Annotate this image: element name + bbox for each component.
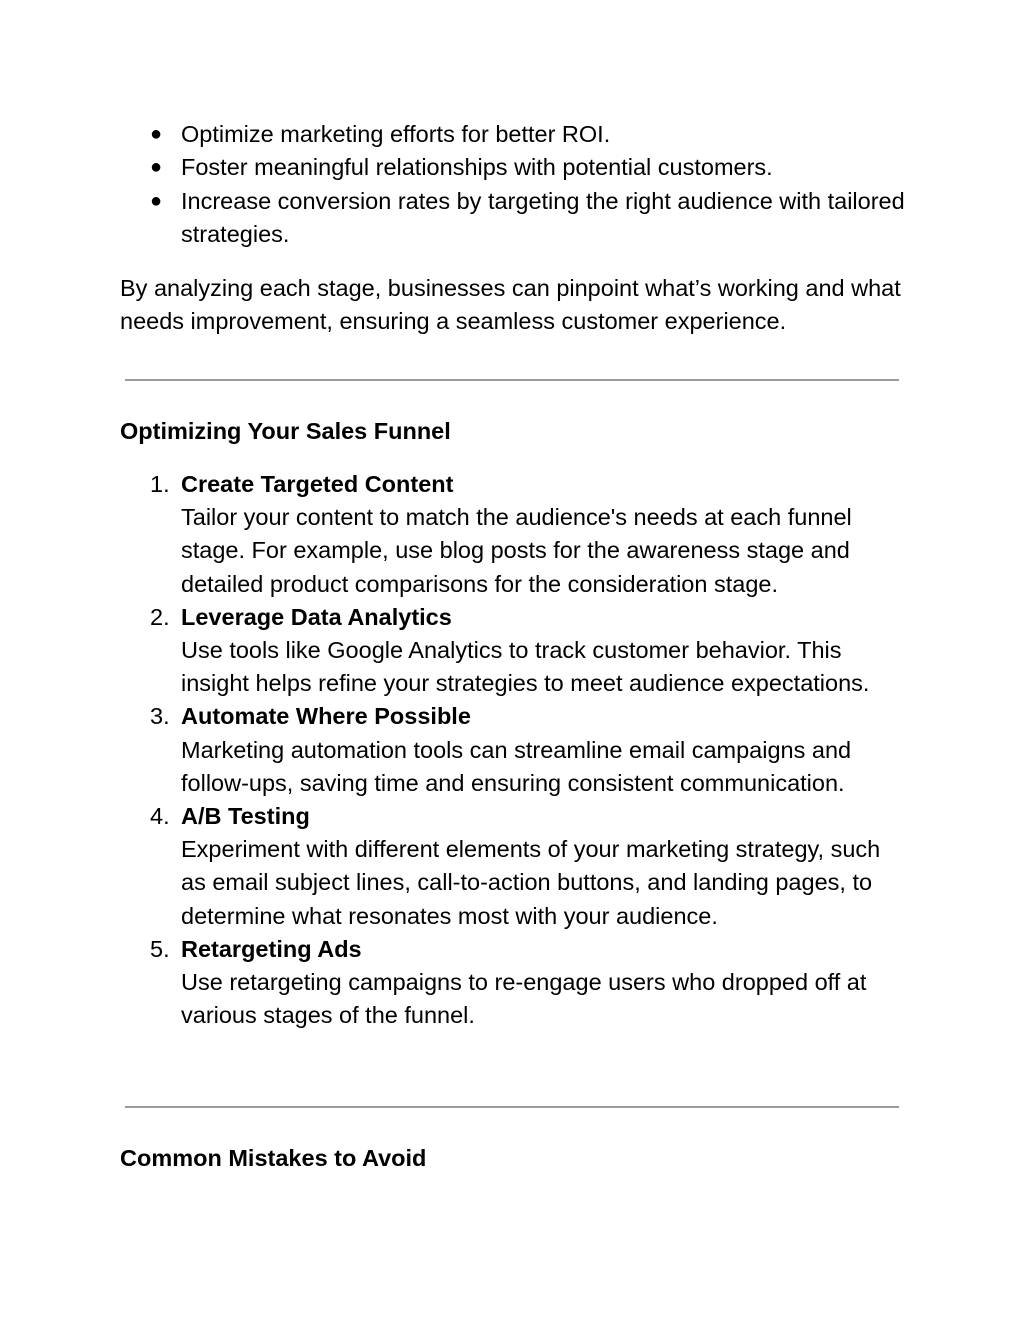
step-title: Leverage Data Analytics: [181, 603, 452, 630]
step-title: Automate Where Possible: [181, 703, 471, 730]
step-description: Use tools like Google Analytics to track customer behavior. This insight helps refine your strategies to meet audience expectations.: [181, 637, 870, 697]
step-title: Create Targeted Content: [181, 471, 454, 497]
section-heading-optimizing: Optimizing Your Sales Funnel: [120, 418, 451, 444]
step-description: Use retargeting campaigns to re-engage users who dropped off at various stages of the funnel.: [181, 969, 867, 1029]
step-item: [120, 800, 910, 933]
step-title: Retargeting Ads: [181, 935, 362, 962]
step-description: Marketing automation tools can streamline email campaigns and follow-ups, saving time and ensuring consistent communication.: [181, 736, 852, 796]
bullet-item: [120, 151, 910, 184]
section-divider: [125, 379, 899, 381]
bullet-item: [120, 185, 910, 252]
analysis-paragraph: By analyzing each stage, businesses can pinpoint what’s working and what needs improvement, ensuring a seamless customer experience.: [120, 275, 901, 335]
optimization-steps-list: [120, 468, 910, 1032]
step-description: Tailor your content to match the audience's needs at each funnel stage. For example, use blog posts for the awareness stage and detailed product comparisons for the consideration stage.: [181, 504, 852, 597]
step-description: Experiment with different elements of your marketing strategy, such as email subject lines, call-to-action buttons, and landing pages, to determine what resonates most with your audience.: [181, 836, 881, 929]
step-item: [120, 933, 910, 1033]
step-number: 3.: [150, 703, 170, 730]
step-number: 4.: [150, 803, 170, 830]
step-number: 5.: [150, 935, 170, 962]
step-item: [120, 700, 910, 800]
intro-bullet-list: [120, 118, 910, 251]
section-heading-mistakes: Common Mistakes to Avoid: [120, 1145, 427, 1171]
step-number: 2.: [150, 603, 170, 630]
bullet-text: Foster meaningful relationships with potential customers.: [181, 154, 773, 181]
bullet-icon: ●: [150, 189, 163, 212]
step-item: [120, 601, 910, 701]
bullet-text: Optimize marketing efforts for better ROI.: [181, 121, 611, 147]
section-divider: [125, 1106, 899, 1108]
step-number: 1.: [150, 471, 170, 497]
bullet-item: [120, 118, 910, 151]
bullet-icon: ●: [150, 156, 163, 179]
step-item: [120, 468, 910, 601]
step-title: A/B Testing: [181, 803, 310, 830]
bullet-text: Increase conversion rates by targeting the right audience with tailored strategies.: [181, 187, 905, 247]
bullet-icon: ●: [150, 123, 163, 145]
